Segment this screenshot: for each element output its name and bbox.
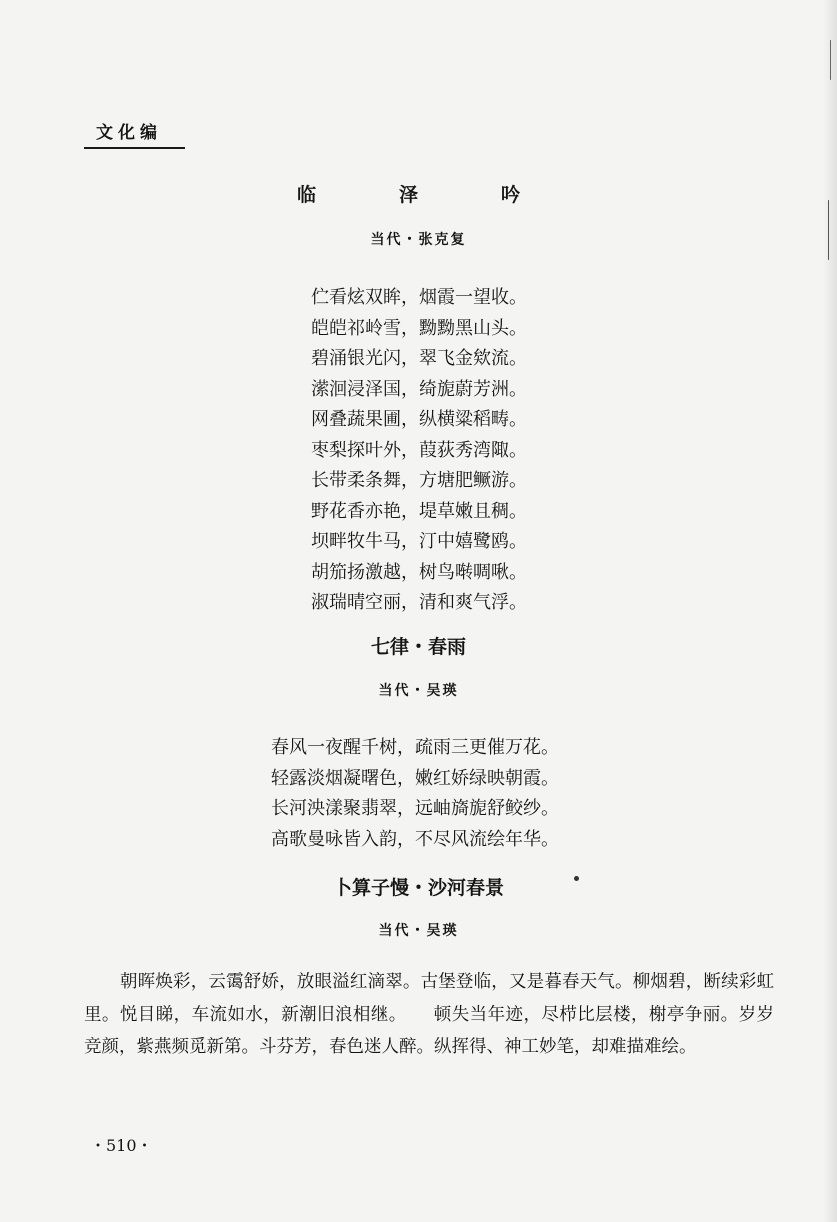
verse-line: 碧涌银光闪，翠飞金欸流。 xyxy=(311,348,527,369)
verse-line: 长带柔条舞，方塘肥鳜游。 xyxy=(311,470,527,491)
verse-line: 网叠蔬果圃，纵横粱稻畴。 xyxy=(311,409,527,430)
scan-speck xyxy=(830,40,831,80)
verse-line: 长河泱漾聚翡翠，远岫旖旎舒鲛纱。 xyxy=(271,798,559,819)
verse-line: 潆洄浸泽国，绮旎蔚芳洲。 xyxy=(311,378,527,400)
verse-line: 野花香亦艳，堤草嫩且稠。 xyxy=(311,500,527,522)
verse-line: 坝畔牧牛马，汀中嬉鹭鸥。 xyxy=(311,531,527,552)
poem-title-bosuanzi: 卜算子慢・沙河春景 xyxy=(332,877,504,899)
verse-line: 轻露淡烟凝曙色，嫩红娇绿映朝霞。 xyxy=(271,767,559,789)
verse-line: 伫看炫双眸，烟霞一望收。 xyxy=(311,287,527,308)
verse-line: 枣梨探叶外，葭荻秀湾陬。 xyxy=(311,439,527,461)
verse-line: 胡笳扬激越，树鸟啭啁啾。 xyxy=(311,561,527,583)
poem-title-chunyu: 七律・春雨 xyxy=(370,636,466,658)
section-header: 文化编 xyxy=(84,118,185,149)
poem-body-bosuanzi: 朝晖焕彩，云霭舒娇，放眼溢红滴翠。古堡登临，又是暮春天气。柳烟碧，断续彩虹里。悦目睇，车流如水，新潮旧浪相继。 顿失当年迹，尽栉比层楼，榭亭争丽。岁岁竞颜，紫燕频觅新第。斗芬芳，春色迷人醉。纵挥得、神工妙笔，却难描难绘。 xyxy=(84,972,774,1057)
poem-title-linzeyin: 临 泽 吟 xyxy=(296,184,552,206)
verse-line: 高歌曼咏皆入韵，不尽风流绘年华。 xyxy=(271,828,559,850)
verse-line: 春风一夜醒千树，疏雨三更催万花。 xyxy=(271,737,559,758)
poem-author-linzeyin: 当代・张克复 xyxy=(370,232,467,248)
poem-body-chunyu xyxy=(271,733,559,855)
verse-line: 淑瑞晴空丽，清和爽气浮。 xyxy=(311,592,527,613)
scan-speck xyxy=(828,200,829,260)
page-number: ・510・ xyxy=(90,1136,153,1155)
poem-author-chunyu: 当代・吴瑛 xyxy=(378,683,459,699)
poem-author-bosuanzi: 当代・吴瑛 xyxy=(378,923,459,939)
verse-line: 皑皑祁岭雪，黝黝黑山头。 xyxy=(311,317,527,339)
scan-speck xyxy=(574,876,579,881)
poem-body-linzeyin xyxy=(311,283,527,619)
